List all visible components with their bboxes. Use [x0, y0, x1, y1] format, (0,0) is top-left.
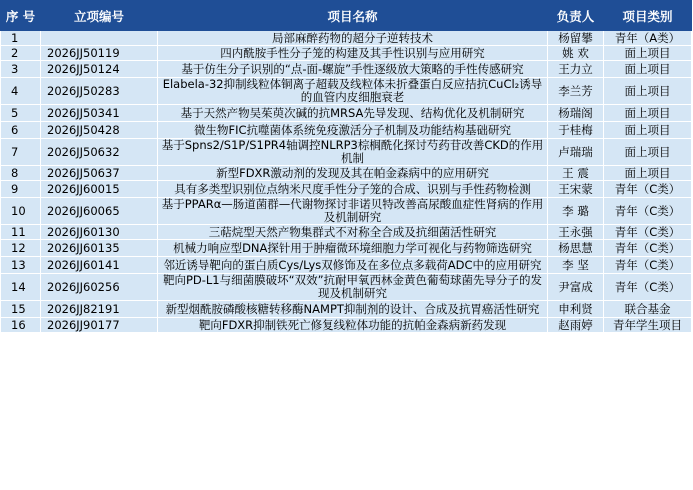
header-number: 序 号 — [1, 1, 41, 31]
row-project-id: 2026JJ50283 — [41, 78, 158, 105]
row-leader: 李 坚 — [548, 257, 604, 274]
row-project-id: 2026JJ50124 — [41, 61, 158, 78]
row-project-name: 邻近诱导靶向的蛋白质Cys/Lys双修饰及在多位点多载荷ADC中的应用研究 — [158, 257, 548, 274]
row-category: 面上项目 — [604, 78, 692, 105]
row-project-name: 具有多类型识别位点纳米尺度手性分子笼的合成、识别与手性药物检测 — [158, 181, 548, 198]
row-number: 1 — [1, 31, 41, 46]
row-category: 面上项目 — [604, 166, 692, 181]
row-project-id: 2026JJ60141 — [41, 257, 158, 274]
table-row — [1, 257, 692, 274]
table-row — [1, 139, 692, 166]
row-project-name: 局部麻醉药物的超分子逆转技术 — [158, 31, 548, 46]
row-number: 10 — [1, 198, 41, 225]
table-row — [1, 46, 692, 61]
row-project-name: 基于PPARα—肠道菌群—代谢物探讨非诺贝特改善高尿酸血症性肾病的作用及机制研究 — [158, 198, 548, 225]
row-project-name: 新型FDXR激动剂的发现及其在帕金森病中的应用研究 — [158, 166, 548, 181]
row-category: 青年（C类） — [604, 198, 692, 225]
row-category: 面上项目 — [604, 46, 692, 61]
row-project-id: 2026JJ60256 — [41, 274, 158, 301]
table-row — [1, 105, 692, 122]
row-leader: 王力立 — [548, 61, 604, 78]
row-project-id: 2026JJ50119 — [41, 46, 158, 61]
row-number: 7 — [1, 139, 41, 166]
row-category: 面上项目 — [604, 139, 692, 166]
table-row — [1, 225, 692, 240]
row-project-name: 机械力响应型DNA探针用于肿瘤微环境细胞力学可视化与药物筛选研究 — [158, 240, 548, 257]
row-leader: 杨留攀 — [548, 31, 604, 46]
row-category: 青年（A类） — [604, 31, 692, 46]
row-leader: 王永强 — [548, 225, 604, 240]
row-project-id: 2026JJ50632 — [41, 139, 158, 166]
header-project-name: 项目名称 — [158, 1, 548, 31]
table-row — [1, 318, 692, 333]
row-number: 4 — [1, 78, 41, 105]
row-category: 青年（C类） — [604, 274, 692, 301]
row-category: 面上项目 — [604, 105, 692, 122]
row-project-name: Elabela-32抑制线粒体铜离子超载及线粒体未折叠蛋白反应拮抗CuCl₂诱导的血管内皮细胞衰老 — [158, 78, 548, 105]
header-leader: 负责人 — [548, 1, 604, 31]
table-row — [1, 181, 692, 198]
row-leader: 赵雨婷 — [548, 318, 604, 333]
row-project-id: 2026JJ60015 — [41, 181, 158, 198]
row-category: 面上项目 — [604, 61, 692, 78]
header-project-id: 立项编号 — [41, 1, 158, 31]
row-category: 青年（C类） — [604, 240, 692, 257]
row-leader: 尹富成 — [548, 274, 604, 301]
row-category: 青年（C类） — [604, 257, 692, 274]
row-project-id — [41, 31, 158, 46]
row-project-id: 2026JJ60065 — [41, 198, 158, 225]
header-category: 项目类别 — [604, 1, 692, 31]
row-project-name: 基于天然产物吴茱萸次碱的抗MRSA先导发现、结构优化及机制研究 — [158, 105, 548, 122]
row-project-id: 2026JJ82191 — [41, 301, 158, 318]
row-category: 青年（C类） — [604, 225, 692, 240]
row-project-id: 2026JJ50428 — [41, 122, 158, 139]
row-number: 9 — [1, 181, 41, 198]
table-row — [1, 78, 692, 105]
row-project-name: 基于Spns2/S1P/S1PR4轴调控NLRP3棕榈酰化探讨芍药苷改善CKD的作用机制 — [158, 139, 548, 166]
row-category: 联合基金 — [604, 301, 692, 318]
row-project-id: 2026JJ60135 — [41, 240, 158, 257]
table-row — [1, 122, 692, 139]
row-leader: 申利贤 — [548, 301, 604, 318]
row-category: 青年学生项目 — [604, 318, 692, 333]
row-project-name: 三萜烷型天然产物集群式不对称全合成及抗细菌活性研究 — [158, 225, 548, 240]
row-number: 15 — [1, 301, 41, 318]
row-leader: 王宋蒙 — [548, 181, 604, 198]
row-project-name: 四内酰胺手性分子笼的构建及其手性识别与应用研究 — [158, 46, 548, 61]
row-number: 12 — [1, 240, 41, 257]
row-number: 5 — [1, 105, 41, 122]
row-project-name: 微生物FIC抗噬菌体系统免疫激活分子机制及功能结构基础研究 — [158, 122, 548, 139]
row-project-name: 靶向PD-L1与细菌膜破坏“双效”抗耐甲氧西林金黄色葡萄球菌先导分子的发现及机制研究 — [158, 274, 548, 301]
row-number: 2 — [1, 46, 41, 61]
row-leader: 杨瑞阁 — [548, 105, 604, 122]
row-leader: 姚 欢 — [548, 46, 604, 61]
row-project-id: 2026JJ50341 — [41, 105, 158, 122]
table-row — [1, 240, 692, 257]
header-row — [1, 1, 692, 31]
row-leader: 于桂梅 — [548, 122, 604, 139]
row-project-id: 2026JJ50637 — [41, 166, 158, 181]
row-leader: 王 震 — [548, 166, 604, 181]
row-leader: 杨思慧 — [548, 240, 604, 257]
row-project-id: 2026JJ90177 — [41, 318, 158, 333]
row-leader: 李兰芳 — [548, 78, 604, 105]
row-number: 8 — [1, 166, 41, 181]
row-number: 6 — [1, 122, 41, 139]
row-project-name: 新型烟酰胺磷酸核糖转移酶NAMPT抑制剂的设计、合成及抗胃癌活性研究 — [158, 301, 548, 318]
row-category: 青年（C类） — [604, 181, 692, 198]
row-number: 14 — [1, 274, 41, 301]
row-project-name: 靶向FDXR抑制铁死亡修复线粒体功能的抗帕金森病新药发现 — [158, 318, 548, 333]
table-row — [1, 61, 692, 78]
table-row — [1, 166, 692, 181]
row-category: 面上项目 — [604, 122, 692, 139]
table-row — [1, 31, 692, 46]
row-number: 13 — [1, 257, 41, 274]
row-project-id: 2026JJ60130 — [41, 225, 158, 240]
row-leader: 卢瑞瑞 — [548, 139, 604, 166]
table-row — [1, 198, 692, 225]
row-number: 16 — [1, 318, 41, 333]
row-leader: 李 璐 — [548, 198, 604, 225]
table-row — [1, 301, 692, 318]
row-number: 11 — [1, 225, 41, 240]
row-number: 3 — [1, 61, 41, 78]
row-project-name: 基于仿生分子识别的“点-面-螺旋”手性逐级放大策略的手性传感研究 — [158, 61, 548, 78]
table-row — [1, 274, 692, 301]
